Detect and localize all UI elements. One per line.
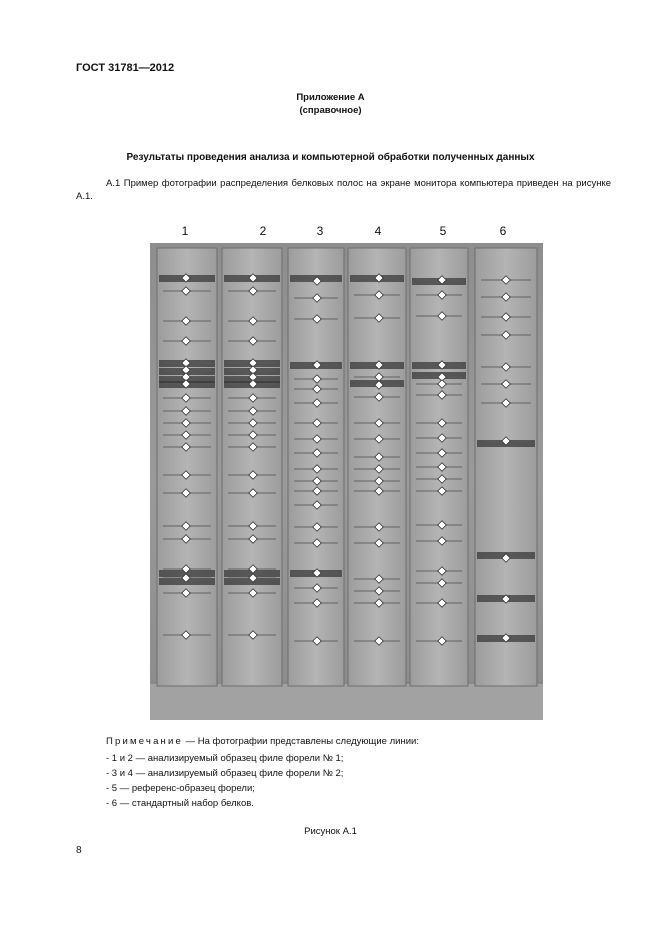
standard-number: ГОСТ 31781—2012 bbox=[76, 62, 175, 74]
lane-label-5: 5 bbox=[439, 224, 447, 238]
note-heading bbox=[106, 736, 419, 747]
lane-label-1: 1 bbox=[181, 224, 189, 238]
note-item-2: - 3 и 4 — анализируемый образец филе форели № 2; bbox=[106, 768, 344, 779]
lane-label-6: 6 bbox=[499, 224, 507, 238]
figure-caption: Рисунок А.1 bbox=[304, 826, 357, 837]
lane-label-3: 3 bbox=[316, 224, 324, 238]
section-title: Результаты проведения анализа и компьютерной обработки полученных данных bbox=[126, 152, 535, 163]
gel-electrophoresis-photo bbox=[150, 243, 543, 720]
appendix-title: Приложение А bbox=[296, 92, 365, 103]
gel-lane bbox=[157, 248, 217, 686]
page-number: 8 bbox=[76, 845, 82, 856]
lane-label-2: 2 bbox=[259, 224, 267, 238]
note-text: — На фотографии представлены следующие линии: bbox=[183, 736, 419, 747]
note-item-1: - 1 и 2 — анализируемый образец филе форели № 1; bbox=[106, 753, 344, 764]
note-item-4: - 6 — стандартный набор белков. bbox=[106, 798, 254, 809]
body-paragraph: А.1 Пример фотографии распределения белковых полос на экране монитора компьютера приведен на рисунке А.1. bbox=[76, 178, 611, 202]
lane-label-4: 4 bbox=[374, 224, 382, 238]
note-item-3: - 5 — референс-образец форели; bbox=[106, 783, 255, 794]
note-label: Примечание bbox=[106, 736, 183, 747]
appendix-subtitle: (справочное) bbox=[299, 105, 362, 116]
gel-lane bbox=[222, 248, 282, 686]
